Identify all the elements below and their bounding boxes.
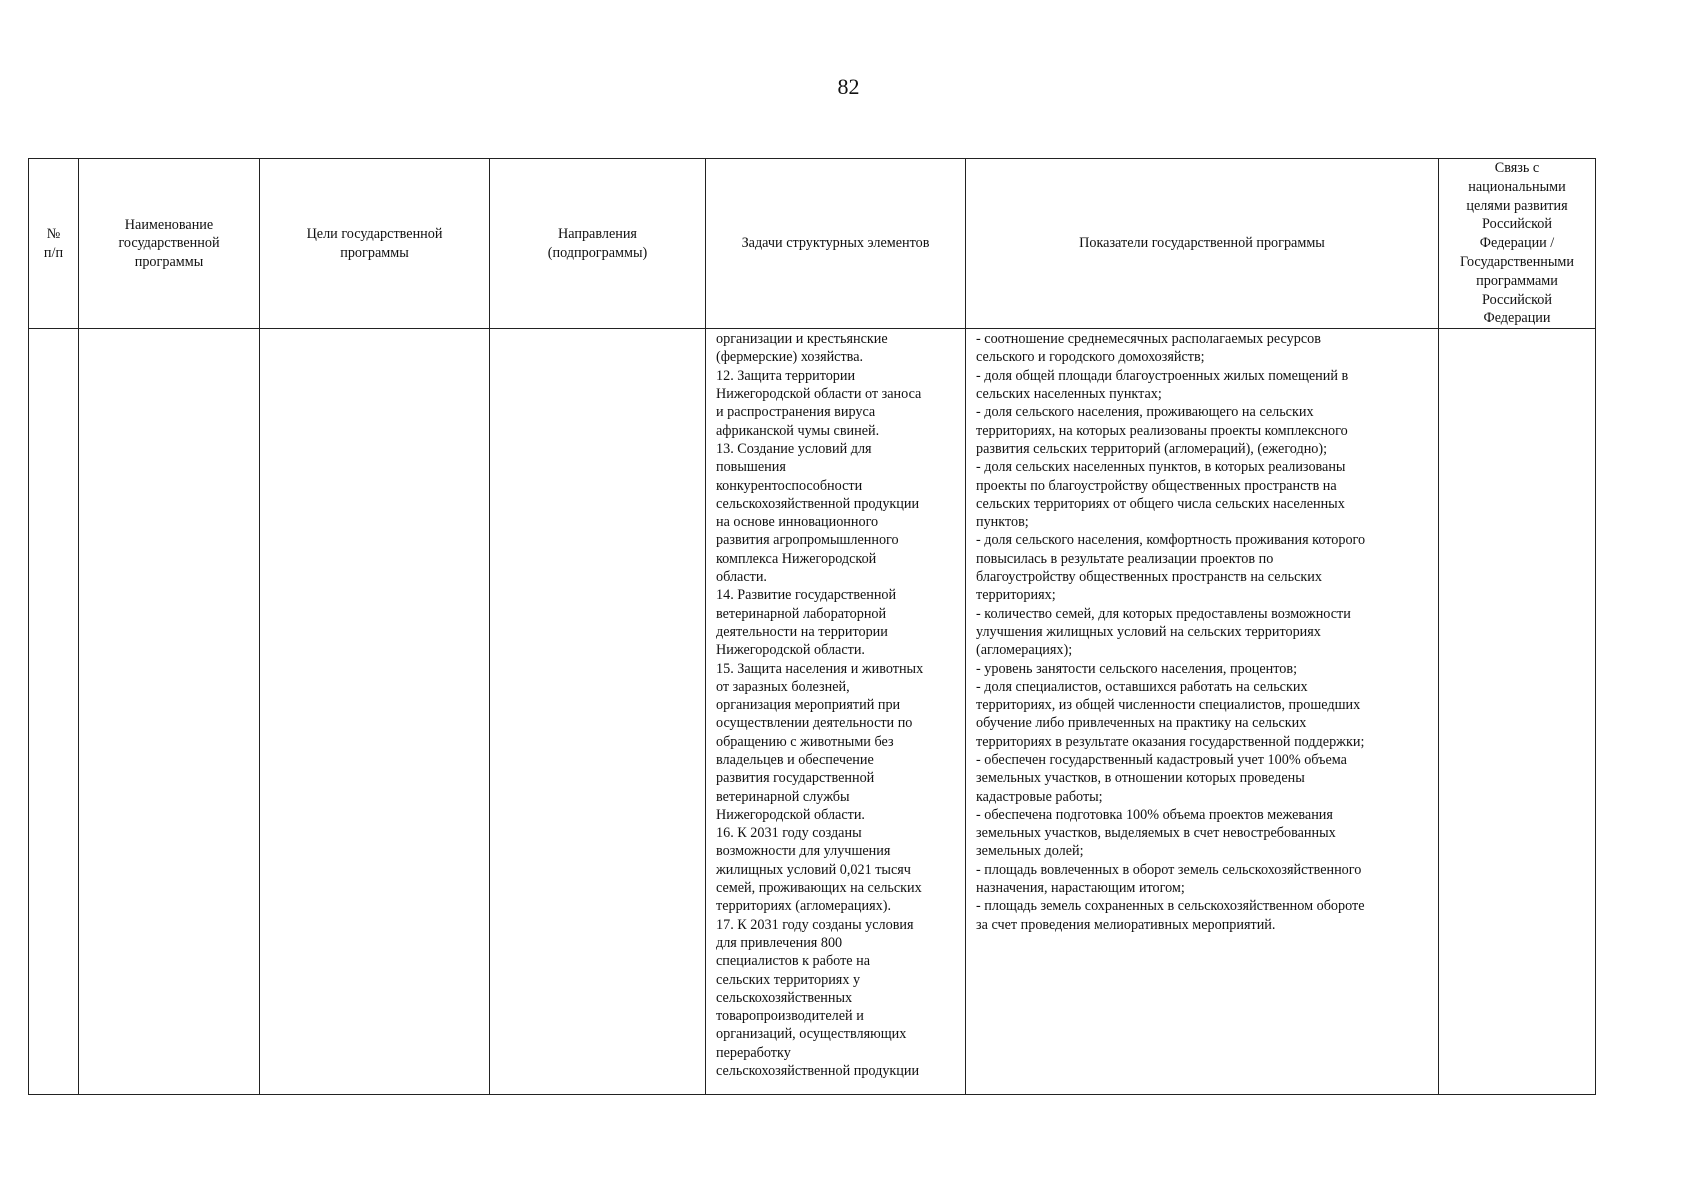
header-tasks: Задачи структурных элементов: [706, 159, 966, 329]
header-number: № п/п: [29, 159, 79, 329]
cell-directions: [490, 329, 706, 1095]
page-number: 82: [837, 74, 860, 99]
cell-tasks: организации и крестьянские (фермерские) хозяйства. 12. Защита территории Нижегородской области от заноса и распространения вируса африканской чумы свиней. 13. Создание условий для повышения конкурентоспособности сельскохозяйственной продукции на основе инновационного развития агропромышленного комплекса Нижегородской области. 14. Развитие государственной ветеринарной лабораторной деятельности на территории Нижегородской области. 15. Защита населения и животных от заразных болезней, организация мероприятий при осуществлении деятельности по обращению с животными без владельцев и обеспечение развития государственной ветеринарной службы Нижегородской области. 16. К 2031 году созданы возможности для улучшения жилищных условий 0,021 тысяч семей, проживающих на сельских территориях (агломерациях). 17. К 2031 году созданы условия для привлечения 800 специалистов к работе на сельских территориях у сельскохозяйственных товаропроизводителей и организаций, осуществляющих переработку сельскохозяйственной продукции: [706, 329, 966, 1095]
cell-national-goals-link: [1439, 329, 1596, 1095]
cell-program-name: [79, 329, 260, 1095]
cell-number: [29, 329, 79, 1095]
table-header-row: [29, 159, 1596, 329]
header-national-goals-link: Связь с национальными целями развития Российской Федерации / Государственными программами Российской Федерации: [1439, 159, 1596, 329]
table-row: [29, 329, 1596, 1095]
header-directions: Направления (подпрограммы): [490, 159, 706, 329]
cell-program-goals: [260, 329, 490, 1095]
header-indicators: Показатели государственной программы: [966, 159, 1439, 329]
header-program-name: Наименование государственной программы: [79, 159, 260, 329]
cell-indicators: - соотношение среднемесячных располагаемых ресурсов сельского и городского домохозяйств; - доля общей площади благоустроенных жилых помещений в сельских населенных пунктах; - доля сельского населения, проживающего на сельских территориях, на которых реализованы проекты комплексного развития сельских территорий (агломераций), (ежегодно); - доля сельских населенных пунктов, в которых реализованы проекты по благоустройству общественных пространств на сельских территориях от общего числа сельских населенных пунктов; - доля сельского населения, комфортность проживания которого повысилась в результате реализации проектов по благоустройству общественных пространств на сельских территориях; - количество семей, для которых предоставлены возможности улучшения жилищных условий на сельских территориях (агломерациях); - уровень занятости сельского населения, процентов; - доля специалистов, оставшихся работать на сельских территориях, из общей численности специалистов, прошедших обучение либо привлеченных на практику на сельских территориях в результате оказания государственной поддержки; - обеспечен государственный кадастровый учет 100% объема земельных участков, в отношении которых проведены кадастровые работы; - обеспечена подготовка 100% объема проектов межевания земельных участков, выделяемых в счет невостребованных земельных долей; - площадь вовлеченных в оборот земель сельскохозяйственного назначения, нарастающим итогом; - площадь земель сохраненных в сельскохозяйственном обороте за счет проведения мелиоративных мероприятий.: [966, 329, 1439, 1095]
program-table: [28, 158, 1596, 1095]
header-program-goals: Цели государственной программы: [260, 159, 490, 329]
